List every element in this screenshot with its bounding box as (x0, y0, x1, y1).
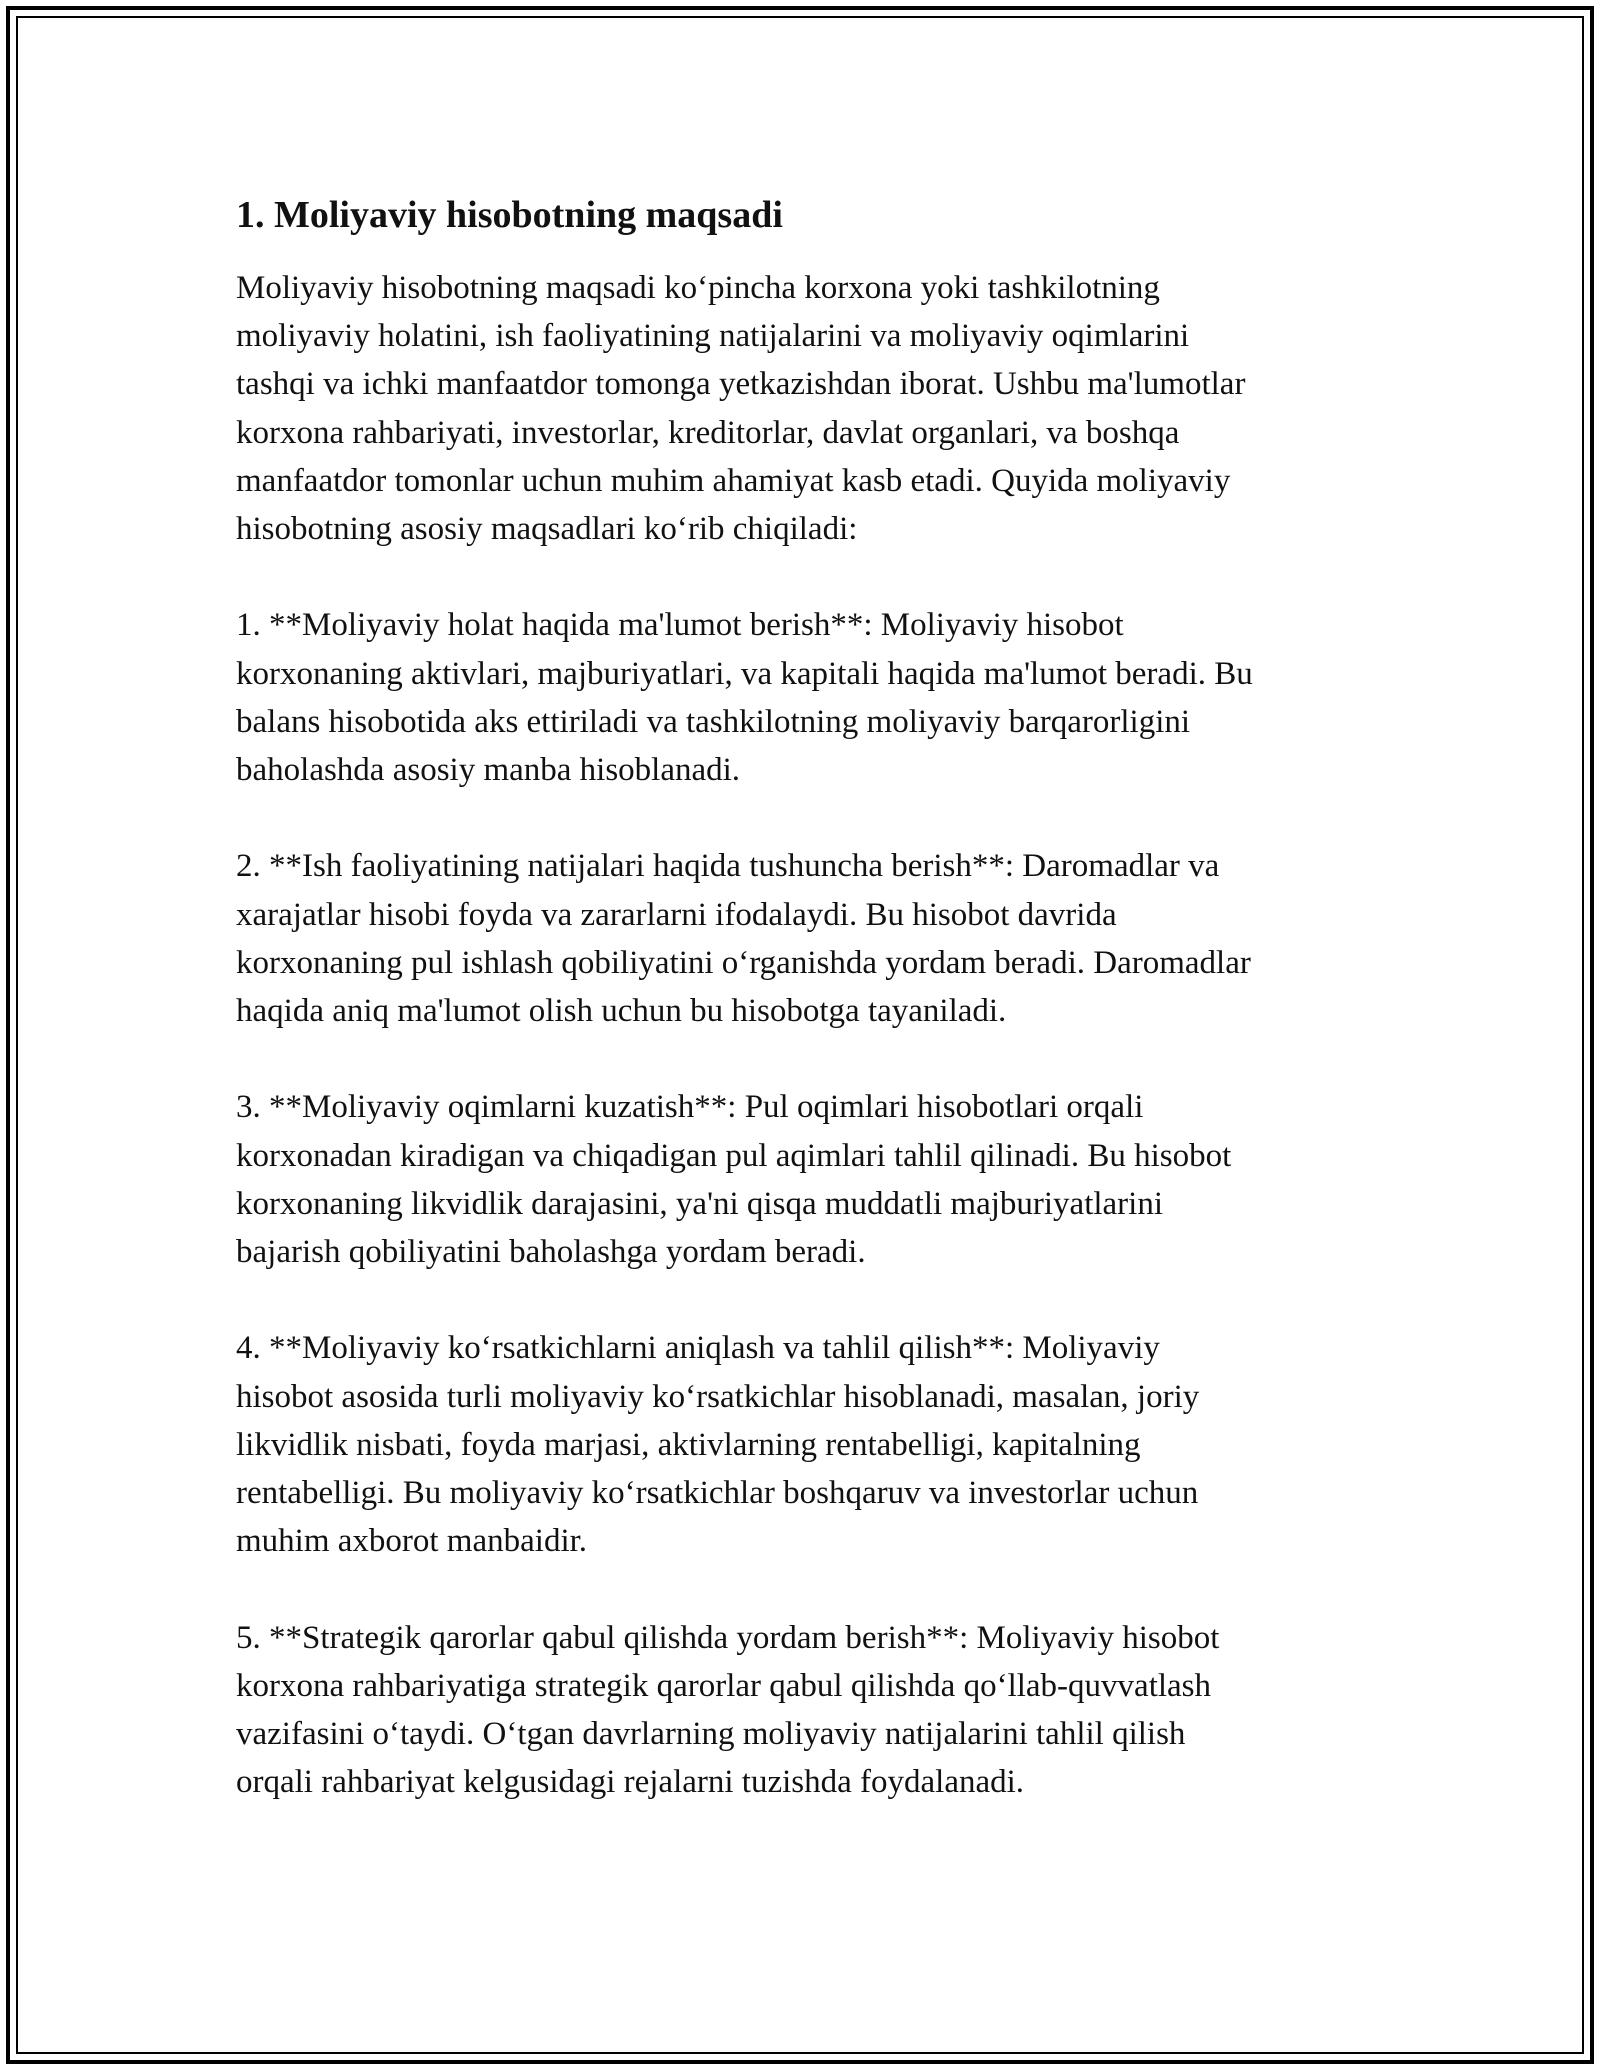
paragraph-gap (236, 553, 1376, 601)
intro-line: tashqi va ichki manfaatdor tomonga yetkazishdan iborat. Ushbu ma'lumotlar (236, 366, 1246, 403)
point-line: baholashda asosiy manba hisoblanadi. (236, 752, 741, 789)
point-line: muhim axborot manbaidir. (236, 1523, 588, 1560)
point-line: korxonaning aktivlari, majburiyatlari, va kapitali haqida ma'lumot beradi. Bu (236, 655, 1253, 692)
paragraph-gap (236, 1565, 1376, 1613)
point-line: 2. **Ish faoliyatining natijalari haqida tushuncha berish**: Daromadlar va (236, 848, 1220, 885)
section-heading: 1. Moliyaviy hisobotning maqsadi (236, 194, 783, 236)
intro-line: korxona rahbariyati, investorlar, kreditorlar, davlat organlari, va boshqa (236, 414, 1180, 451)
intro-line: hisobotning asosiy maqsadlari koʻrib chiqiladi: (236, 511, 858, 548)
intro-paragraph (236, 264, 1376, 553)
point-line: balans hisobotida aks ettiriladi va tashkilotning moliyaviy barqarorligini (236, 703, 1191, 740)
point-paragraph-4 (236, 1324, 1376, 1565)
point-line: likvidlik nisbati, foyda marjasi, aktivlarning rentabelligi, kapitalning (236, 1426, 1141, 1463)
intro-line: moliyaviy holatini, ish faoliyatining natijalarini va moliyaviy oqimlarini (236, 318, 1190, 355)
point-line: korxonaning pul ishlash qobiliyatini oʻrganishda yordam beradi. Daromadlar (236, 944, 1251, 981)
point-line: bajarish qobiliyatini baholashga yordam beradi. (236, 1234, 866, 1271)
point-line: korxonaning likvidlik darajasini, ya'ni qisqa muddatli majburiyatlarini (236, 1185, 1164, 1222)
point-paragraph-1 (236, 601, 1376, 794)
point-line: xarajatlar hisobi foyda va zararlarni ifodalaydi. Bu hisobot davrida (236, 896, 1117, 933)
point-line: haqida aniq ma'lumot olish uchun bu hisobotga tayaniladi. (236, 993, 1007, 1030)
point-line: 5. **Strategik qarorlar qabul qilishda yordam berish**: Moliyaviy hisobot (236, 1619, 1220, 1656)
point-line: 1. **Moliyaviy holat haqida ma'lumot berish**: Moliyaviy hisobot (236, 607, 1124, 644)
point-line: 3. **Moliyaviy oqimlarni kuzatish**: Pul oqimlari hisobotlari orqali (236, 1089, 1144, 1126)
document-body (236, 188, 1376, 1806)
point-line: 4. **Moliyaviy koʻrsatkichlarni aniqlash va tahlil qilish**: Moliyaviy (236, 1330, 1160, 1367)
intro-line: Moliyaviy hisobotning maqsadi koʻpincha korxona yoki tashkilotning (236, 270, 1160, 306)
point-paragraph-2 (236, 842, 1376, 1035)
point-line: rentabelligi. Bu moliyaviy koʻrsatkichlar boshqaruv va investorlar uchun (236, 1475, 1199, 1512)
point-line: hisobot asosida turli moliyaviy koʻrsatkichlar hisoblanadi, masalan, joriy (236, 1378, 1200, 1415)
point-line: korxonadan kiradigan va chiqadigan pul aqimlari tahlil qilinadi. Bu hisobot (236, 1137, 1232, 1174)
point-line: korxona rahbariyatiga strategik qarorlar qabul qilishda qoʻllab-quvvatlash (236, 1667, 1212, 1704)
point-paragraph-3 (236, 1083, 1376, 1276)
point-line: orqali rahbariyat kelgusidagi rejalarni tuzishda foydalanadi. (236, 1764, 1025, 1801)
paragraph-gap (236, 794, 1376, 842)
point-line: vazifasini oʻtaydi. Oʻtgan davrlarning moliyaviy natijalarini tahlil qilish (236, 1716, 1186, 1753)
intro-line: manfaatdor tomonlar uchun muhim ahamiyat kasb etadi. Quyida moliyaviy (236, 462, 1231, 499)
paragraph-gap (236, 1276, 1376, 1324)
point-paragraph-5 (236, 1614, 1376, 1807)
paragraph-gap (236, 1035, 1376, 1083)
